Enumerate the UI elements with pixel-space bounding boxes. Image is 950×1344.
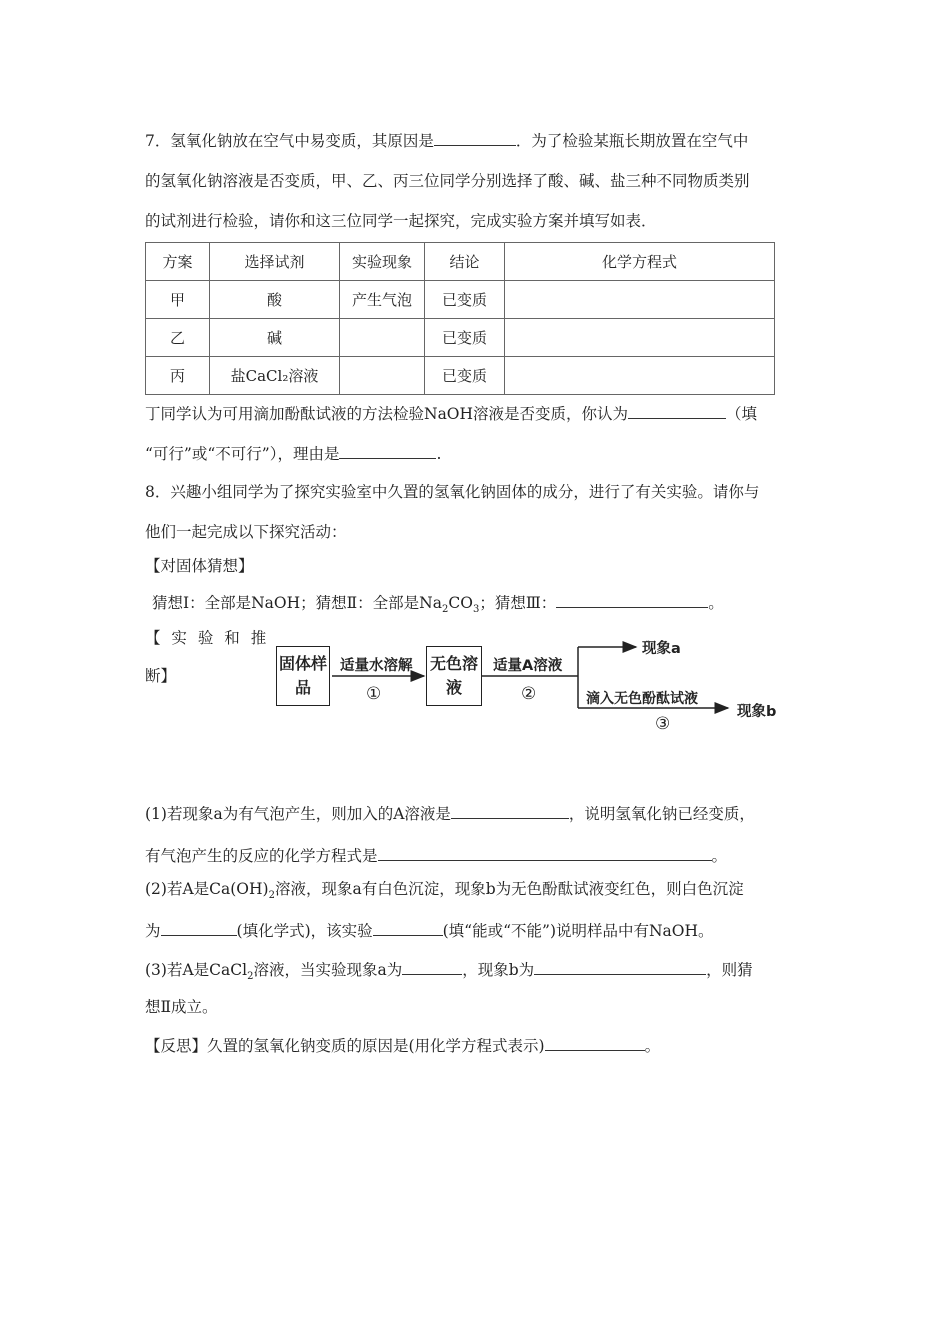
- step1-label: 适量水溶解: [340, 658, 413, 674]
- table-cell: 丙: [146, 357, 210, 395]
- table-cell: 盐CaCl₂溶液: [210, 357, 340, 395]
- part3-blank-b[interactable]: [534, 958, 706, 975]
- solid-sample-box: 固体样品: [276, 646, 330, 706]
- colorless-solution-box: 无色溶液: [426, 646, 482, 706]
- q8-part1-line2: 有气泡产生的反应的化学方程式是 。: [145, 844, 727, 866]
- step3-number: ③: [655, 714, 671, 734]
- reflection-line: 【反思】久置的氢氧化钠变质的原因是(用化学方程式表示) 。: [145, 1034, 660, 1056]
- q8-line1: 8．兴趣小组同学为了探究实验室中久置的氢氧化钠固体的成分，进行了有关实验。请你与: [145, 483, 760, 501]
- table-cell: 乙: [146, 319, 210, 357]
- step2-number: ②: [521, 684, 537, 704]
- step2-label: 适量A溶液: [493, 658, 563, 674]
- table-cell: 甲: [146, 281, 210, 319]
- q7-answer-blank-2[interactable]: [628, 402, 726, 419]
- q8-part3-line2: 想Ⅱ成立。: [145, 998, 218, 1016]
- guess-3-blank[interactable]: [556, 591, 708, 608]
- q8-part1-line1: (1)若现象a为有气泡产生，则加入的A溶液是 ，说明氢氧化钠已经变质，: [145, 802, 755, 824]
- table-header: 化学方程式: [505, 243, 775, 281]
- q8-line2: 他们一起完成以下探究活动：: [145, 523, 347, 541]
- q8-part2-line2: 为 (填化学式)，该实验 (填“能或“不能”)说明样品中有NaOH。: [145, 919, 714, 941]
- result-b-label: 现象b: [737, 704, 777, 720]
- part1-blank-solution[interactable]: [451, 802, 569, 819]
- section-heading-experiment: 【 实 验 和 推: [145, 629, 270, 647]
- table-cell[interactable]: [505, 357, 775, 395]
- q8-part3-line1: (3)若A是CaCl$_2$溶液，当实验现象a为 ，现象b为 ，则猜: [145, 958, 753, 987]
- table-row: [146, 319, 775, 357]
- reflection-blank[interactable]: [545, 1034, 645, 1051]
- table-cell[interactable]: [505, 319, 775, 357]
- part3-blank-a[interactable]: [402, 958, 462, 975]
- q7-line2: 的氢氧化钠溶液是否变质，甲、乙、丙三位同学分别选择了酸、碱、盐三种不同物质类别: [145, 172, 750, 190]
- table-cell[interactable]: [340, 319, 425, 357]
- q7-line4: 丁同学认为可用滴加酚酞试液的方法检验NaOH溶液是否变质，你认为 （填: [145, 402, 757, 424]
- table-cell: 碱: [210, 319, 340, 357]
- table-cell: 已变质: [425, 281, 505, 319]
- table-row: [146, 281, 775, 319]
- table-header: 结论: [425, 243, 505, 281]
- table-cell: 已变质: [425, 319, 505, 357]
- table-header: 方案: [146, 243, 210, 281]
- q7-answer-blank-3[interactable]: [339, 442, 436, 459]
- q7-line3: 的试剂进行检验，请你和这三位同学一起探究，完成实验方案并填写如表．: [145, 212, 657, 230]
- table-header: 选择试剂: [210, 243, 340, 281]
- table-row: [146, 357, 775, 395]
- step1-number: ①: [366, 684, 382, 704]
- section-heading-experiment-cont: 断】: [145, 667, 177, 685]
- table-header: 实验现象: [340, 243, 425, 281]
- table-cell: 已变质: [425, 357, 505, 395]
- q8-part2-line1: (2)若A是$Ca(OH)_2$溶液，现象a有白色沉淀，现象b为无色酚酞试液变红色，则白色沉淀: [145, 880, 744, 902]
- table-cell[interactable]: [505, 281, 775, 319]
- part2-blank-can[interactable]: [373, 919, 443, 936]
- result-a-label: 现象a: [642, 641, 681, 657]
- q7-answer-blank-1[interactable]: [434, 129, 516, 146]
- guess-line: 猜想Ⅰ：全部是NaOH；猜想Ⅱ：全部是$Na_2CO_3$；猜想Ⅲ： 。: [152, 591, 724, 620]
- experiment-table: [145, 242, 775, 395]
- part1-blank-equation[interactable]: [378, 844, 712, 861]
- table-cell: 酸: [210, 281, 340, 319]
- table-header-row: [146, 243, 775, 281]
- table-cell[interactable]: [340, 357, 425, 395]
- table-cell[interactable]: 产生气泡: [340, 281, 425, 319]
- step3-label: 滴入无色酚酞试液: [586, 691, 698, 707]
- part2-blank-formula[interactable]: [161, 919, 237, 936]
- q7-line5: “可行”或“不可行”），理由是 .: [145, 442, 441, 464]
- q7-line1: 7．氢氧化钠放在空气中易变质，其原因是 ．为了检验某瓶长期放置在空气中: [145, 129, 748, 151]
- section-heading-guess: 【对固体猜想】: [145, 557, 254, 575]
